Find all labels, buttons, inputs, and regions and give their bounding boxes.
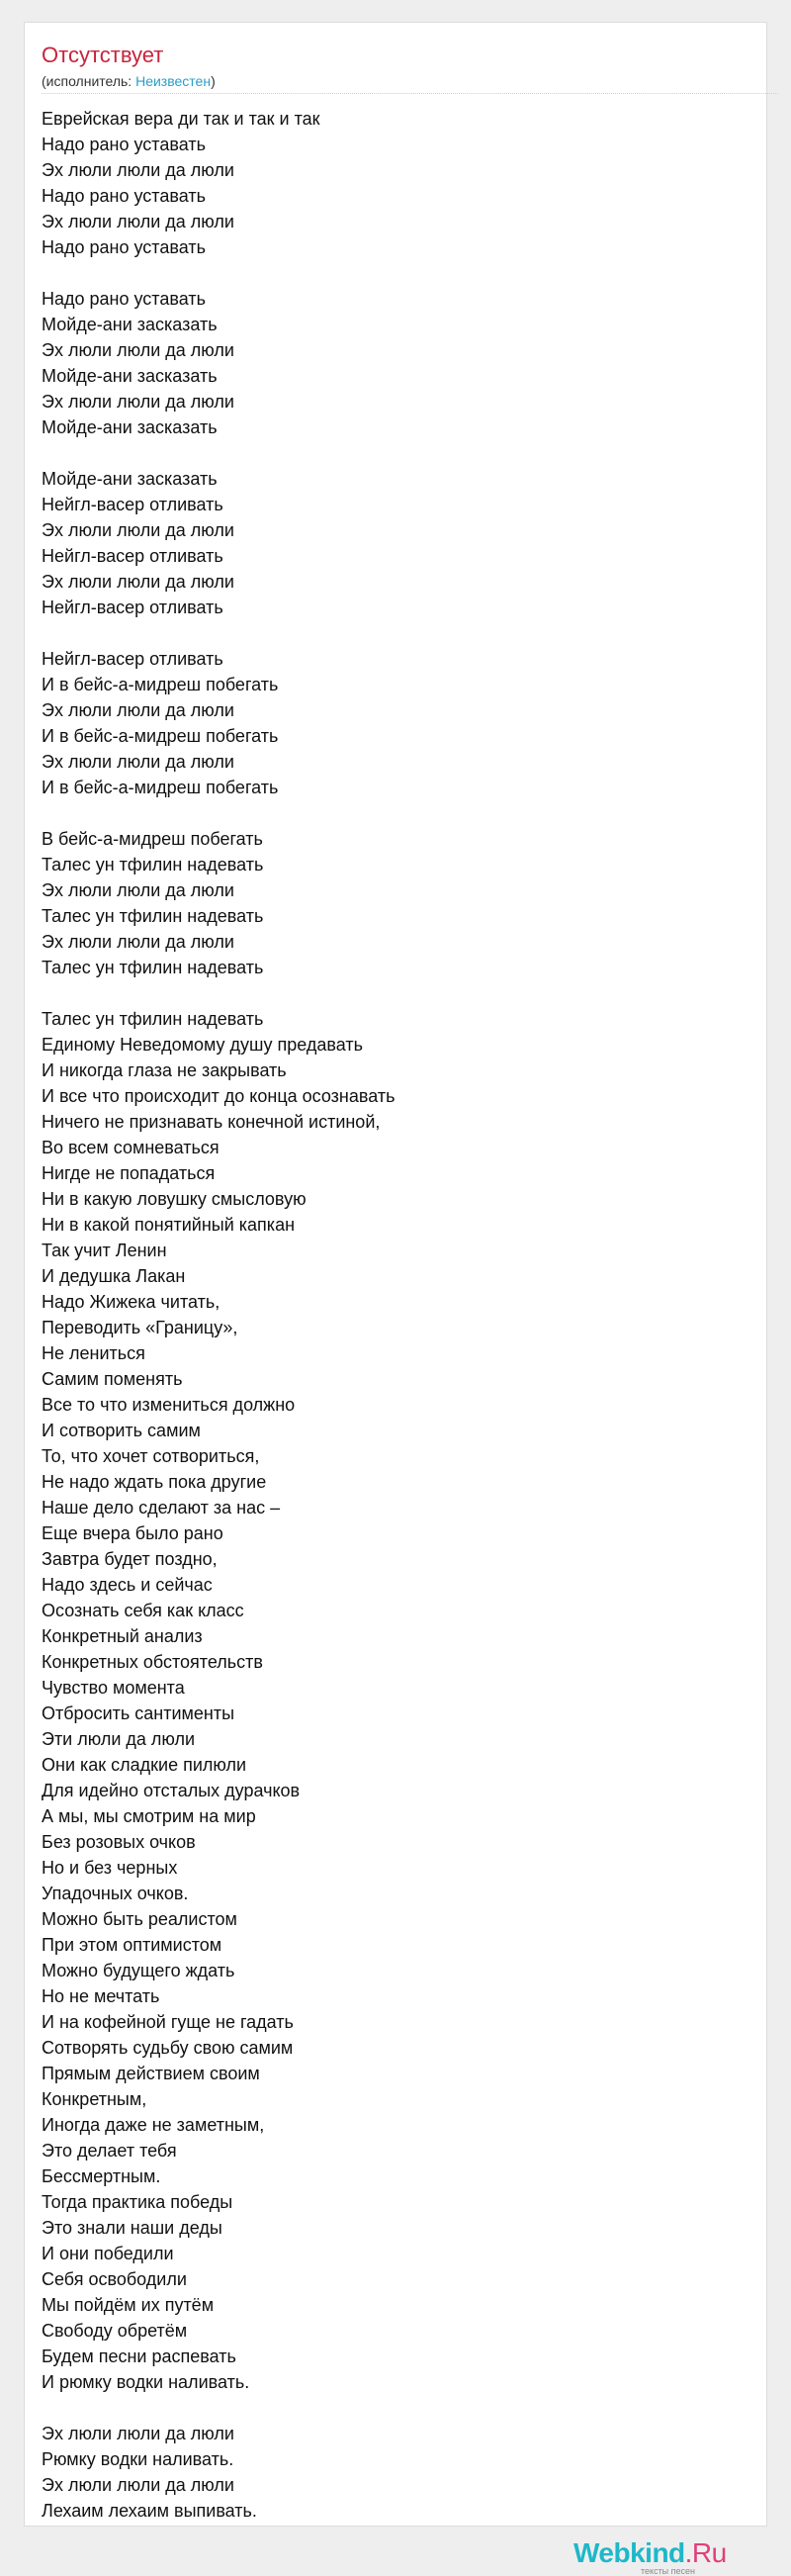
- lyric-line: И сотворить самим: [42, 1421, 201, 1440]
- lyric-line: И в бейс-а-мидреш побегать: [42, 778, 279, 797]
- lyric-line: Эх люли люли да люли: [42, 2424, 234, 2443]
- lyric-line: И в бейс-а-мидреш побегать: [42, 675, 279, 694]
- lyric-line: Не надо ждать пока другие: [42, 1472, 267, 1492]
- lyric-line: Конкретным,: [42, 2089, 147, 2109]
- lyric-line: Конкретных обстоятельств: [42, 1652, 263, 1672]
- lyric-line: Надо здесь и сейчас: [42, 1575, 213, 1595]
- lyric-line: И рюмку водки наливать.: [42, 2372, 250, 2392]
- lyric-line: Мы пойдём их путём: [42, 2295, 215, 2315]
- lyric-line: Эх люли люли да люли: [42, 752, 234, 772]
- lyric-line: Это знали наши деды: [42, 2218, 222, 2238]
- lyric-line: Нейгл-васер отливать: [42, 649, 223, 669]
- lyric-line: А мы, мы смотрим на мир: [42, 1806, 256, 1826]
- lyric-line: Талес ун тфилин надевать: [42, 906, 264, 926]
- lyric-line: И все что происходит до конца осознавать: [42, 1086, 396, 1106]
- lyric-line: Но не мечтать: [42, 1986, 160, 2006]
- lyric-line: Отбросить сантименты: [42, 1703, 235, 1723]
- lyric-line: Конкретный анализ: [42, 1626, 203, 1646]
- lyric-line: Эх люли люли да люли: [42, 880, 234, 900]
- lyric-line: Можно будущего ждать: [42, 1961, 235, 1980]
- brand-name-main: Webkind: [573, 2537, 685, 2568]
- lyric-line: Можно быть реалистом: [42, 1909, 237, 1929]
- lyric-line: Будем песни распевать: [42, 2346, 236, 2366]
- brand-name-tld: .Ru: [684, 2537, 727, 2568]
- lyric-line: Себя освободили: [42, 2269, 187, 2289]
- lyric-line: Эх люли люли да люли: [42, 2475, 234, 2495]
- lyric-line: Эх люли люли да люли: [42, 520, 234, 540]
- lyric-line: Еще вчера было рано: [42, 1523, 223, 1543]
- lyric-line: Еврейская вера ди так и так и так: [42, 109, 320, 129]
- lyric-line: Нейгл-васер отливать: [42, 546, 223, 566]
- stanza-gap: [42, 620, 734, 646]
- lyric-line: Нейгл-васер отливать: [42, 495, 223, 514]
- lyric-line: Единому Неведомому душу предавать: [42, 1035, 363, 1055]
- artist-prefix: (исполнитель:: [42, 73, 136, 89]
- lyric-line: Ничего не признавать конечной истиной,: [42, 1112, 381, 1132]
- header-divider: [42, 93, 778, 94]
- webkind-logo[interactable]: [573, 2537, 771, 2576]
- lyric-line: И никогда глаза не закрывать: [42, 1060, 287, 1080]
- brand-tagline: тексты песен: [641, 2566, 696, 2576]
- artist-link[interactable]: Неизвестен: [135, 73, 212, 89]
- lyric-line: Эти люли да люли: [42, 1729, 196, 1749]
- stanza-gap: [42, 800, 734, 826]
- lyric-line: Надо рано уставать: [42, 186, 206, 206]
- lyric-line: Лехаим лехаим выпивать.: [42, 2501, 257, 2521]
- stanza-gap: [42, 2395, 734, 2421]
- lyric-line: Надо рано уставать: [42, 237, 206, 257]
- lyric-line: Надо рано уставать: [42, 289, 206, 309]
- lyric-line: Самим поменять: [42, 1369, 183, 1389]
- lyric-line: Эх люли люли да люли: [42, 572, 234, 592]
- lyric-line: Надо Жижека читать,: [42, 1292, 220, 1312]
- lyric-line: Наше дело сделают за нас –: [42, 1498, 281, 1518]
- lyric-line: Они как сладкие пилюли: [42, 1755, 247, 1775]
- lyric-line: И они победили: [42, 2244, 174, 2263]
- lyric-line: Упадочных очков.: [42, 1884, 189, 1903]
- lyric-line: Для идейно отсталых дурачков: [42, 1781, 301, 1800]
- lyric-line: Рюмку водки наливать.: [42, 2449, 234, 2469]
- lyric-line: Завтра будет поздно,: [42, 1549, 218, 1569]
- lyric-line: Талес ун тфилин надевать: [42, 855, 264, 874]
- lyric-line: Свободу обретём: [42, 2321, 188, 2341]
- lyric-line: То, что хочет сотвориться,: [42, 1446, 260, 1466]
- lyric-line: Эх люли люли да люли: [42, 700, 234, 720]
- lyric-line: И дедушка Лакан: [42, 1266, 186, 1286]
- lyric-line: И на кофейной гуще не гадать: [42, 2012, 294, 2032]
- lyric-line: Прямым действием своим: [42, 2064, 260, 2083]
- lyric-line: Нигде не попадаться: [42, 1163, 216, 1183]
- lyric-line: Эх люли люли да люли: [42, 932, 234, 952]
- lyric-line: Мойде-ани засказать: [42, 417, 218, 437]
- lyric-line: Мойде-ани засказать: [42, 469, 218, 489]
- lyric-line: Тогда практика победы: [42, 2192, 233, 2212]
- lyric-line: Эх люли люли да люли: [42, 212, 234, 231]
- lyric-line: Талес ун тфилин надевать: [42, 1009, 264, 1029]
- lyric-line: Так учит Ленин: [42, 1241, 167, 1260]
- lyric-line: При этом оптимистом: [42, 1935, 222, 1955]
- lyric-line: В бейс-а-мидреш побегать: [42, 829, 263, 849]
- lyric-line: Нейгл-васер отливать: [42, 598, 223, 617]
- lyric-line: Без розовых очков: [42, 1832, 196, 1852]
- lyrics-card: [24, 22, 767, 2527]
- lyric-line: Не лениться: [42, 1343, 145, 1363]
- lyric-line: Это делает тебя: [42, 2141, 177, 2161]
- stanza-gap: [42, 440, 734, 466]
- stanza-gap: [42, 260, 734, 286]
- song-title: Отсутствует: [42, 43, 164, 67]
- lyric-line: Все то что измениться должно: [42, 1395, 296, 1415]
- lyric-line: Талес ун тфилин надевать: [42, 958, 264, 977]
- brand-name: [573, 2538, 727, 2568]
- lyric-line: Мойде-ани засказать: [42, 315, 218, 334]
- lyrics-text: [42, 106, 734, 2524]
- lyric-line: Иногда даже не заметным,: [42, 2115, 265, 2135]
- lyric-line: Осознать себя как класс: [42, 1601, 244, 1620]
- lyric-line: Но и без черных: [42, 1858, 178, 1878]
- lyric-line: Ни в какую ловушку смысловую: [42, 1189, 307, 1209]
- lyric-line: Переводить «Границу»,: [42, 1318, 238, 1337]
- lyric-line: Чувство момента: [42, 1678, 185, 1698]
- artist-line: [42, 72, 216, 90]
- lyric-line: Сотворять судьбу свою самим: [42, 2038, 294, 2058]
- artist-suffix: ): [211, 73, 216, 89]
- lyric-line: Эх люли люли да люли: [42, 340, 234, 360]
- lyric-line: И в бейс-а-мидреш побегать: [42, 726, 279, 746]
- lyric-line: Надо рано уставать: [42, 135, 206, 154]
- lyric-line: Ни в какой понятийный капкан: [42, 1215, 296, 1235]
- lyric-line: Эх люли люли да люли: [42, 392, 234, 412]
- lyric-line: Эх люли люли да люли: [42, 160, 234, 180]
- stanza-gap: [42, 980, 734, 1006]
- lyric-line: Во всем сомневаться: [42, 1138, 220, 1157]
- lyric-line: Бессмертным.: [42, 2166, 161, 2186]
- lyric-line: Мойде-ани засказать: [42, 366, 218, 386]
